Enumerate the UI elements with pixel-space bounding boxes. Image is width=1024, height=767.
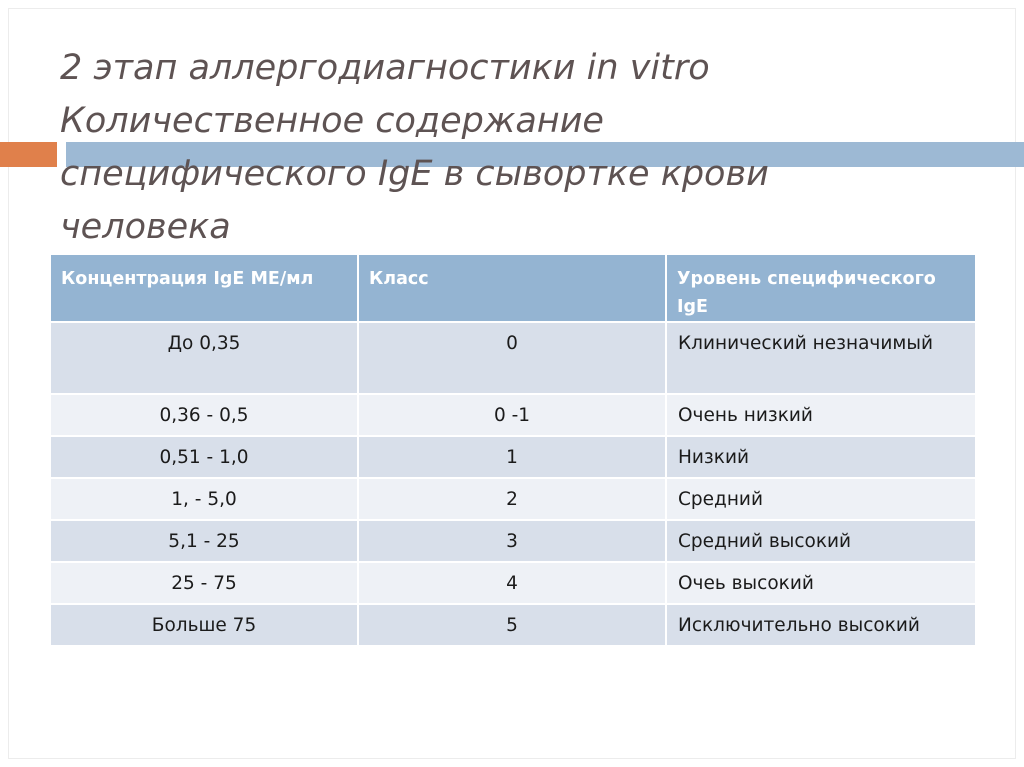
table-row [50, 394, 976, 436]
cell-level: Средний [666, 478, 976, 520]
cell-level: Низкий [666, 436, 976, 478]
cell-class: 0 [358, 322, 666, 394]
cell-class: 2 [358, 478, 666, 520]
cell-class: 4 [358, 562, 666, 604]
title-line-2: Количественное содержание [60, 101, 604, 141]
cell-concentration: 1, - 5,0 [50, 478, 358, 520]
cell-concentration: 0,36 - 0,5 [50, 394, 358, 436]
table-row [50, 322, 976, 394]
table-row [50, 520, 976, 562]
title-line-1: 2 этап аллергодиагностики in vitro [60, 48, 710, 88]
cell-class: 0 -1 [358, 394, 666, 436]
cell-level: Средний высокий [666, 520, 976, 562]
slide-title [60, 42, 960, 254]
cell-concentration: 25 - 75 [50, 562, 358, 604]
cell-class: 5 [358, 604, 666, 646]
title-line-3: специфического IgE в сывортке крови [60, 154, 769, 194]
table-row [50, 604, 976, 646]
cell-class: 1 [358, 436, 666, 478]
title-line-4: человека [60, 207, 231, 247]
cell-concentration: Больше 75 [50, 604, 358, 646]
cell-level: Очень низкий [666, 394, 976, 436]
header-class: Класс [358, 254, 666, 322]
cell-level: Очеь высокий [666, 562, 976, 604]
cell-concentration: 5,1 - 25 [50, 520, 358, 562]
table-row [50, 436, 976, 478]
cell-class: 3 [358, 520, 666, 562]
cell-level: Клинический незначимый [666, 322, 976, 394]
header-concentration: Концентрация IgE МЕ/мл [50, 254, 358, 322]
cell-concentration: 0,51 - 1,0 [50, 436, 358, 478]
header-level: Уровень специфического IgE [666, 254, 976, 322]
cell-concentration: До 0,35 [50, 322, 358, 394]
table-row [50, 562, 976, 604]
cell-level: Исключительно высокий [666, 604, 976, 646]
table-row [50, 478, 976, 520]
ige-levels-table [49, 253, 977, 647]
accent-bar-orange [0, 142, 57, 167]
table-header-row [50, 254, 976, 322]
